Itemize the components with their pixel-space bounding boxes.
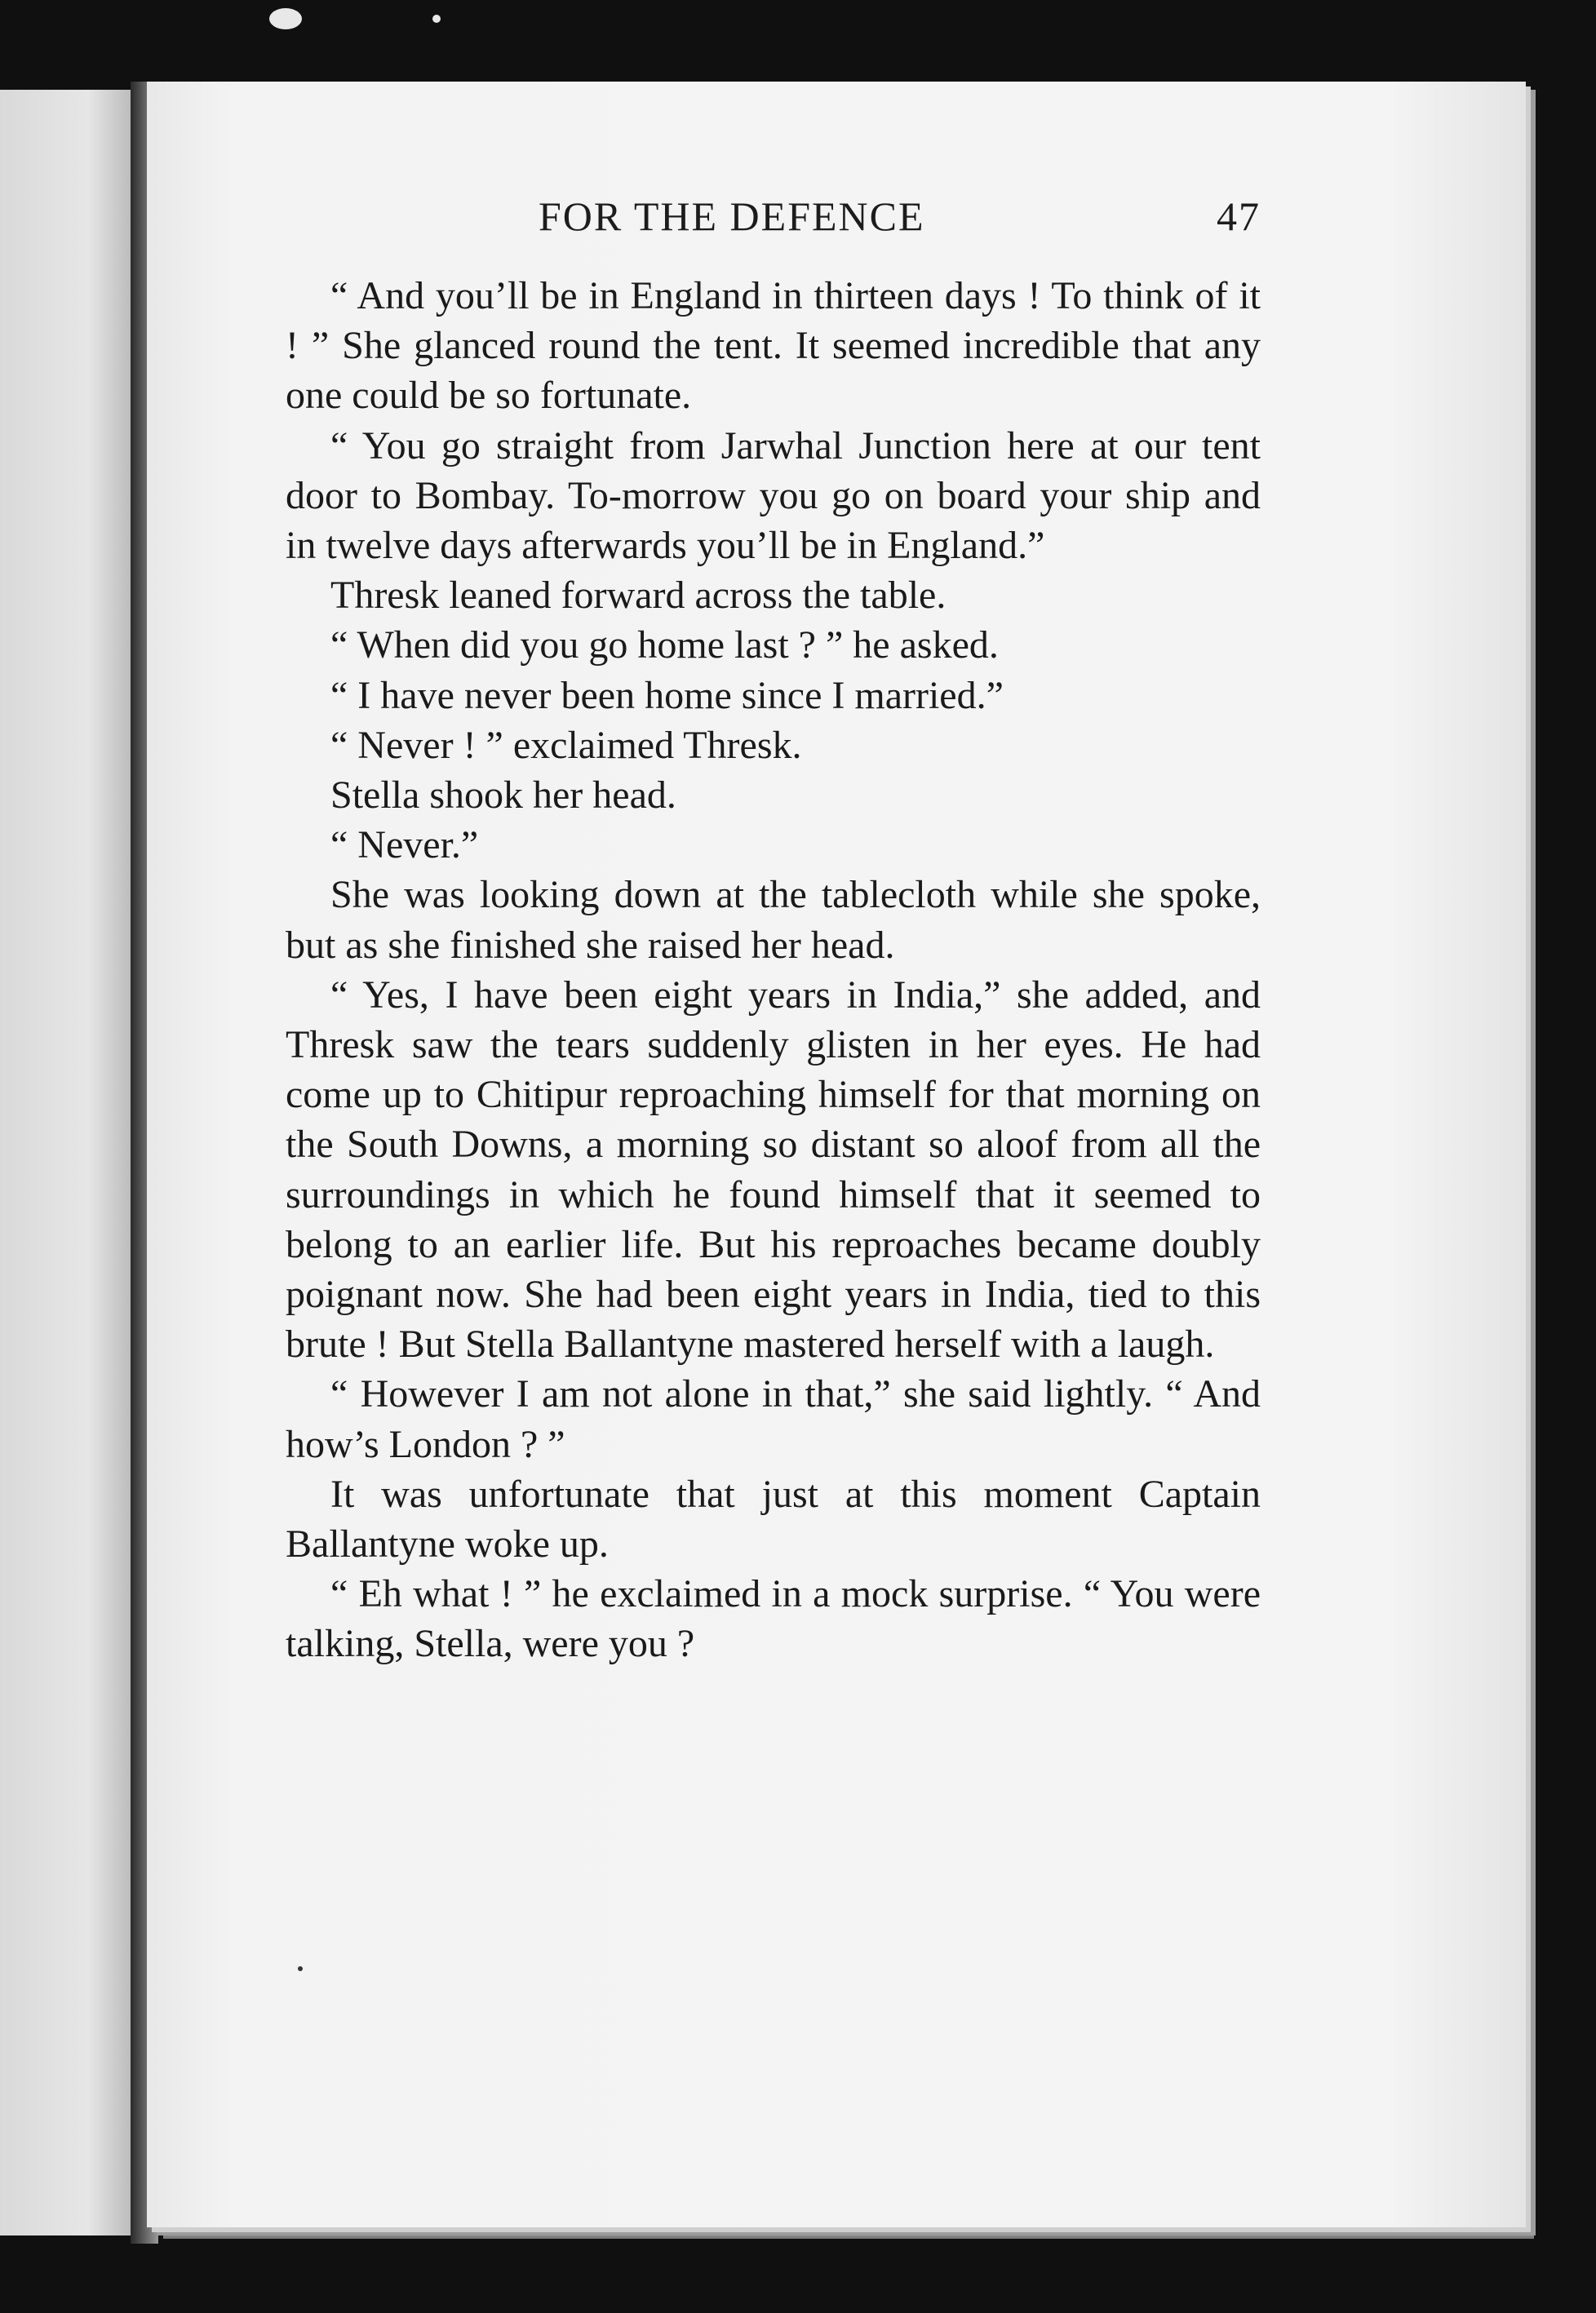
paragraph: “ Eh what ! ” he exclaimed in a mock surprise. “ You were talking, Stella, were you ?: [286, 1572, 1261, 1666]
paragraph: “ However I am not alone in that,” she said lightly. “ And how’s London ? ”: [286, 1372, 1261, 1466]
body-text: [286, 271, 1261, 1669]
paragraph: “ I have never been home since I married.”: [330, 673, 1004, 717]
paragraph: Stella shook her head.: [330, 773, 676, 818]
paragraph: “ Yes, I have been eight years in India,” she added, and Thresk saw the tears suddenly glisten in her eyes. He had come up to Chitipur reproaching himself for that morning on the South Downs, a morning so distant so aloof from all the surroundings in which he found himself that it seemed to belong to an earlier life. But his reproaches became doubly poignant now. She had been eight years in India, tied to this brute ! But Stella Ballantyne mastered herself with a laugh.: [286, 973, 1261, 1367]
paragraph: It was unfortunate that just at this moment Captain Ballantyne woke up.: [286, 1472, 1261, 1566]
paragraph: She was looking down at the tablecloth while she spoke, but as she finished she raised her head.: [286, 873, 1261, 967]
dust-speck: [269, 8, 302, 29]
paragraph: “ Never.”: [330, 823, 479, 867]
paragraph: “ You go straight from Jarwhal Junction here at our tent door to Bombay. To-morrow you go on board your ship and in twelve days afterwards you’ll be in England.”: [286, 423, 1261, 568]
running-title: FOR THE DEFENCE: [539, 193, 925, 239]
page-number: 47: [1217, 193, 1261, 239]
facing-page-edge: [0, 90, 147, 2235]
paragraph: “ And you’ll be in England in thirteen days ! To think of it ! ” She glanced round the tent. It seemed incredible that any one could be so fortunate.: [286, 274, 1261, 418]
ink-dot: [298, 1966, 303, 1971]
running-head: [286, 193, 1261, 250]
dust-speck: [432, 15, 441, 23]
paragraph: “ Never ! ” exclaimed Thresk.: [330, 723, 802, 767]
paragraph: “ When did you go home last ? ” he asked.: [330, 623, 999, 667]
paragraph: Thresk leaned forward across the table.: [330, 574, 947, 618]
